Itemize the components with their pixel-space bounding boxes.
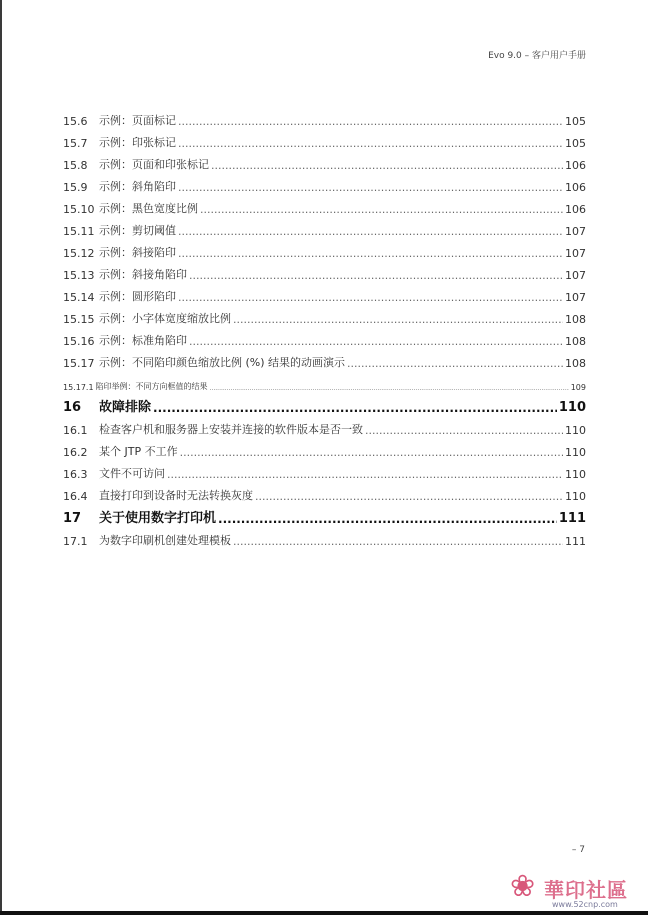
toc-entry-number: 15.11 (63, 225, 95, 238)
toc-entry[interactable] (63, 216, 586, 238)
watermark-text: 華印社區 (544, 878, 628, 902)
page-left-border (0, 0, 2, 915)
toc-leader-dots (153, 401, 557, 415)
toc-entry-number: 15.8 (63, 159, 88, 172)
toc-entry-number: 15.9 (63, 181, 88, 194)
toc-entry[interactable] (63, 437, 586, 459)
toc-entry[interactable] (63, 106, 586, 128)
toc-entry-title: 示例：不同陷印颜色缩放比例 (%) 结果的动画演示 (99, 356, 346, 369)
watermark-logo (510, 868, 640, 914)
toc-leader-dots (233, 313, 563, 326)
toc-entry-number: 17.1 (63, 535, 88, 548)
toc-leader-dots (255, 490, 563, 503)
toc-entry-page: 108 (565, 357, 586, 370)
toc-entry[interactable] (63, 526, 586, 548)
toc-leader-dots (200, 203, 563, 216)
toc-leader-dots (178, 291, 563, 304)
toc-entry-title: 某个 JTP 不工作 (99, 445, 178, 458)
toc-entry-page: 105 (565, 115, 586, 128)
toc-entry-number: 16.3 (63, 468, 88, 481)
toc-entry-page: 107 (565, 225, 586, 238)
toc-entry-title: 示例：页面和印张标记 (99, 158, 209, 171)
toc-entry-page: 111 (558, 511, 586, 526)
toc-leader-dots (365, 424, 563, 437)
page-number: – 7 (571, 845, 585, 855)
toc-entry-number: 16 (63, 400, 82, 415)
toc-entry-title: 示例：斜角陷印 (99, 180, 176, 193)
toc-leader-dots (189, 335, 563, 348)
toc-leader-dots (218, 512, 557, 526)
toc-entry-page: 110 (558, 400, 586, 415)
toc-leader-dots (180, 446, 563, 459)
toc-entry-page: 111 (565, 535, 586, 548)
toc-entry-number: 15.12 (63, 247, 95, 260)
table-of-contents (63, 106, 586, 548)
toc-entry-page: 108 (565, 335, 586, 348)
toc-entry[interactable] (63, 326, 586, 348)
toc-entry[interactable] (63, 128, 586, 150)
toc-entry-title: 文件不可访问 (99, 467, 165, 480)
toc-entry-number: 15.13 (63, 269, 95, 282)
toc-entry[interactable] (63, 370, 586, 392)
toc-entry-page: 106 (565, 181, 586, 194)
toc-entry-number: 15.10 (63, 203, 95, 216)
toc-entry[interactable] (63, 415, 586, 437)
toc-entry[interactable] (63, 150, 586, 172)
toc-entry-title: 陷印举例：不同方向框值的结果 (95, 382, 208, 391)
watermark-emblem-icon: ❀ (510, 869, 536, 904)
toc-entry-number: 15.17 (63, 357, 95, 370)
toc-entry[interactable] (63, 172, 586, 194)
toc-entry-page: 107 (565, 291, 586, 304)
toc-entry-title: 示例：斜接角陷印 (99, 268, 187, 281)
toc-entry-title: 关于使用数字打印机 (99, 511, 217, 526)
toc-entry-page: 106 (565, 159, 586, 172)
toc-entry[interactable] (63, 503, 586, 526)
toc-entry-number: 15.6 (63, 115, 88, 128)
toc-entry-number: 15.16 (63, 335, 95, 348)
toc-entry-title: 直接打印到设备时无法转换灰度 (99, 489, 253, 502)
toc-entry-title: 示例：圆形陷印 (99, 290, 176, 303)
toc-leader-dots (210, 385, 569, 392)
page-bottom-border (0, 911, 648, 915)
toc-entry[interactable] (63, 459, 586, 481)
toc-leader-dots (178, 225, 563, 238)
toc-entry-title: 故障排除 (99, 400, 152, 415)
toc-leader-dots (233, 535, 563, 548)
toc-entry-title: 检查客户机和服务器上安装并连接的软件版本是否一致 (99, 423, 363, 436)
toc-entry-title: 为数字印刷机创建处理模板 (99, 534, 231, 547)
toc-entry-page: 106 (565, 203, 586, 216)
toc-entry-title: 示例：剪切阈值 (99, 224, 176, 237)
toc-entry-title: 示例：标准角陷印 (99, 334, 187, 347)
toc-entry[interactable] (63, 392, 586, 415)
toc-entry-title: 示例：斜接陷印 (99, 246, 176, 259)
toc-leader-dots (347, 357, 563, 370)
running-header: Evo 9.0 – 客户用户手册 (488, 51, 586, 61)
toc-entry-number: 16.1 (63, 424, 88, 437)
toc-leader-dots (178, 247, 563, 260)
toc-entry[interactable] (63, 348, 586, 370)
toc-entry-page: 110 (565, 490, 586, 503)
toc-entry-number: 15.14 (63, 291, 95, 304)
toc-entry[interactable] (63, 481, 586, 503)
toc-entry-title: 示例：印张标记 (99, 136, 176, 149)
toc-entry-number: 15.17.1 (63, 383, 94, 392)
toc-leader-dots (178, 137, 563, 150)
toc-entry-page: 110 (565, 446, 586, 459)
toc-entry-page: 108 (565, 313, 586, 326)
toc-leader-dots (178, 115, 563, 128)
toc-entry-number: 16.2 (63, 446, 88, 459)
toc-entry[interactable] (63, 304, 586, 326)
toc-entry[interactable] (63, 282, 586, 304)
toc-entry-page: 109 (570, 383, 586, 392)
toc-entry-number: 15.7 (63, 137, 88, 150)
toc-entry-number: 17 (63, 511, 82, 526)
toc-leader-dots (211, 159, 563, 172)
toc-entry-page: 110 (565, 468, 586, 481)
toc-leader-dots (189, 269, 563, 282)
toc-entry-title: 示例：黑色宽度比例 (99, 202, 198, 215)
toc-leader-dots (178, 181, 563, 194)
watermark-url: www.52cnp.com (552, 900, 618, 909)
toc-entry-page: 110 (565, 424, 586, 437)
toc-entry[interactable] (63, 260, 586, 282)
toc-entry-page: 107 (565, 247, 586, 260)
toc-leader-dots (167, 468, 563, 481)
toc-entry-title: 示例：页面标记 (99, 114, 176, 127)
toc-entry-page: 105 (565, 137, 586, 150)
toc-entry-page: 107 (565, 269, 586, 282)
toc-entry[interactable] (63, 238, 586, 260)
toc-entry-title: 示例：小字体宽度缩放比例 (99, 312, 231, 325)
toc-entry[interactable] (63, 194, 586, 216)
toc-entry-number: 15.15 (63, 313, 95, 326)
toc-entry-number: 16.4 (63, 490, 88, 503)
